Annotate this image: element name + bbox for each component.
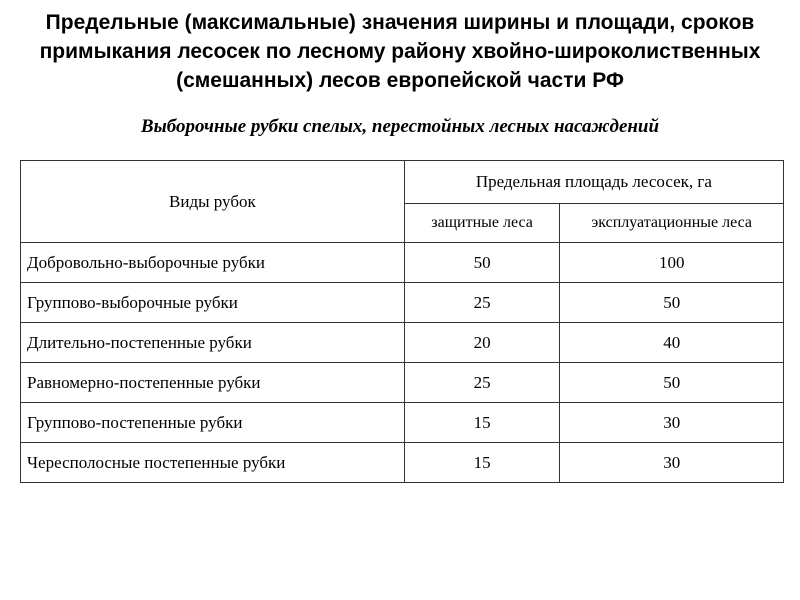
exploitation-area-value: 40 bbox=[560, 323, 784, 363]
cutting-area-table bbox=[20, 160, 784, 483]
exploitation-area-value: 30 bbox=[560, 403, 784, 443]
exploitation-area-value: 100 bbox=[560, 243, 784, 283]
cutting-kind-name: Длительно-постепенные рубки bbox=[21, 323, 405, 363]
cutting-kind-name: Равномерно-постепенные рубки bbox=[21, 363, 405, 403]
header-protective-forests: защитные леса bbox=[404, 204, 560, 243]
header-cutting-kind: Виды рубок bbox=[21, 161, 405, 243]
table-row bbox=[21, 243, 784, 283]
table-row bbox=[21, 403, 784, 443]
page-title: Предельные (максимальные) значения ширины и площади, сроков примыкания лесосек по лесному району хвойно-широколиственных (смешанных) лесов европейской части РФ bbox=[39, 11, 761, 92]
protective-area-value: 25 bbox=[404, 363, 560, 403]
protective-area-value: 15 bbox=[404, 443, 560, 483]
cutting-kind-name: Группово-постепенные рубки bbox=[21, 403, 405, 443]
cutting-kind-name: Группово-выборочные рубки bbox=[21, 283, 405, 323]
table-row bbox=[21, 323, 784, 363]
table-row bbox=[21, 443, 784, 483]
protective-area-value: 25 bbox=[404, 283, 560, 323]
exploitation-area-value: 50 bbox=[560, 283, 784, 323]
header-exploitation-forests: эксплуатационные леса bbox=[560, 204, 784, 243]
protective-area-value: 15 bbox=[404, 403, 560, 443]
protective-area-value: 50 bbox=[404, 243, 560, 283]
protective-area-value: 20 bbox=[404, 323, 560, 363]
page-subtitle: Выборочные рубки спелых, перестойных лесных насаждений bbox=[140, 116, 660, 137]
header-max-area: Предельная площадь лесосек, га bbox=[404, 161, 783, 204]
table-row bbox=[21, 283, 784, 323]
exploitation-area-value: 50 bbox=[560, 363, 784, 403]
cutting-kind-name: Чересполосные постепенные рубки bbox=[21, 443, 405, 483]
cutting-kind-name: Добровольно-выборочные рубки bbox=[21, 243, 405, 283]
exploitation-area-value: 30 bbox=[560, 443, 784, 483]
table-row bbox=[21, 363, 784, 403]
